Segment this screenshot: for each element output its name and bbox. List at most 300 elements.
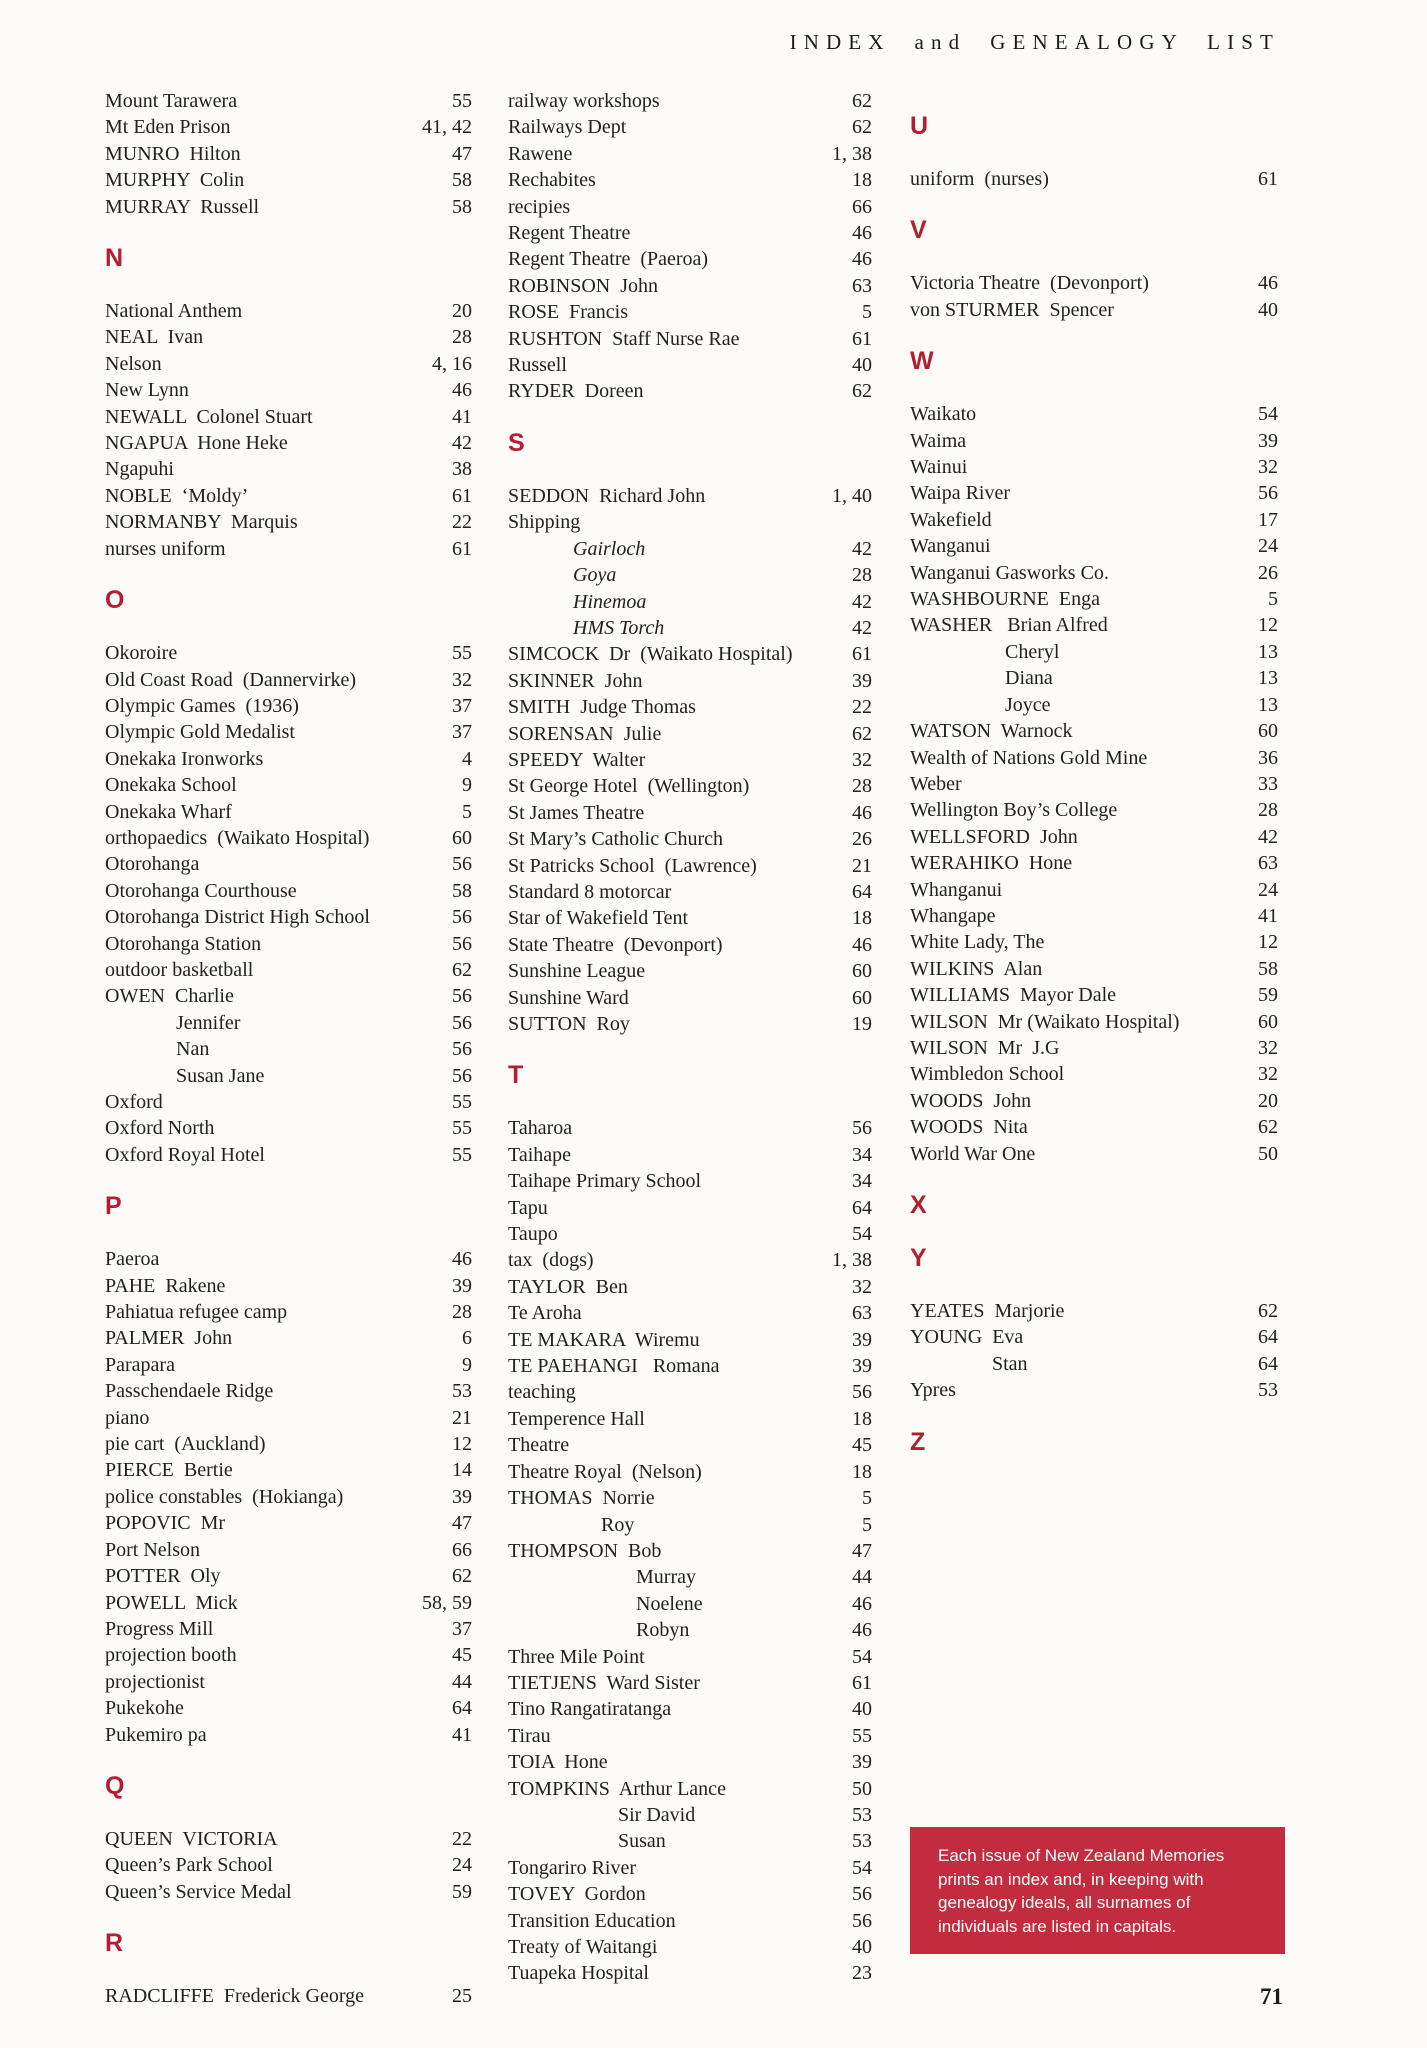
entry-pages: 22 bbox=[452, 1827, 472, 1850]
entry-label: St Patricks School (Lawrence) bbox=[508, 854, 757, 877]
entry-label: Onekaka School bbox=[105, 774, 237, 797]
entry-pages: 39 bbox=[1258, 429, 1278, 452]
index-entry bbox=[105, 983, 472, 1009]
entry-label: Victoria Theatre (Devonport) bbox=[910, 272, 1149, 295]
entry-label: Noelene bbox=[636, 1592, 703, 1615]
entry-label: TE PAEHANGI Romana bbox=[508, 1355, 720, 1378]
entry-label: Sunshine Ward bbox=[508, 986, 629, 1009]
index-entry bbox=[508, 1855, 872, 1881]
entry-label: Waima bbox=[910, 429, 967, 452]
index-entry bbox=[105, 1246, 472, 1272]
index-entry bbox=[105, 88, 472, 114]
entry-label: Goya bbox=[573, 564, 617, 587]
entry-pages: 41 bbox=[452, 1723, 472, 1746]
entry-pages: 60 bbox=[1258, 720, 1278, 743]
entry-pages: 46 bbox=[1258, 272, 1278, 295]
entry-label: nurses uniform bbox=[105, 537, 226, 560]
entry-label: WELLSFORD John bbox=[910, 825, 1078, 848]
entry-label: NGAPUA Hone Heke bbox=[105, 432, 288, 455]
section-letter-Y: Y bbox=[910, 1244, 927, 1272]
entry-pages: 28 bbox=[452, 1301, 472, 1324]
entry-label: RADCLIFFE Frederick George bbox=[105, 1985, 365, 2008]
entry-label: Mt Eden Prison bbox=[105, 116, 231, 139]
index-entry bbox=[910, 797, 1278, 823]
index-entry bbox=[105, 1879, 472, 1905]
entry-pages: 42 bbox=[852, 590, 872, 613]
entry-label: Rechabites bbox=[508, 169, 596, 192]
entry-pages: 61 bbox=[452, 537, 472, 560]
entry-label: Rawene bbox=[508, 142, 573, 165]
index-entry bbox=[910, 507, 1278, 533]
entry-pages: 32 bbox=[852, 1275, 872, 1298]
index-entry bbox=[910, 771, 1278, 797]
entry-pages: 5 bbox=[862, 1513, 872, 1536]
entry-label: tax (dogs) bbox=[508, 1249, 594, 1272]
index-entry bbox=[910, 1141, 1278, 1167]
entry-label: WILLIAMS Mayor Dale bbox=[910, 984, 1117, 1007]
entry-pages: 58 bbox=[452, 169, 472, 192]
entry-pages: 55 bbox=[452, 1117, 472, 1140]
entry-label: recipies bbox=[508, 195, 571, 218]
entry-pages: 32 bbox=[1258, 456, 1278, 479]
entry-label: National Anthem bbox=[105, 300, 243, 323]
entry-label: WASHBOURNE Enga bbox=[910, 588, 1100, 611]
index-entry bbox=[105, 1089, 472, 1115]
entry-label: TE MAKARA Wiremu bbox=[508, 1328, 700, 1351]
index-entry bbox=[508, 1406, 872, 1432]
index-entry bbox=[105, 825, 472, 851]
index-entry bbox=[105, 1669, 472, 1695]
entry-pages: 47 bbox=[452, 142, 472, 165]
index-entry bbox=[910, 639, 1278, 665]
entry-pages: 55 bbox=[452, 90, 472, 112]
index-entry bbox=[910, 270, 1278, 296]
entry-pages: 63 bbox=[852, 1302, 872, 1325]
entry-pages: 58, 59 bbox=[422, 1591, 472, 1614]
index-entry bbox=[105, 1273, 472, 1299]
index-entry bbox=[508, 721, 872, 747]
entry-pages: 64 bbox=[1258, 1352, 1278, 1375]
entry-pages: 46 bbox=[852, 1592, 872, 1615]
entry-label: Wainui bbox=[910, 456, 968, 479]
entry-label: Stan bbox=[992, 1352, 1028, 1375]
entry-pages: 21 bbox=[852, 854, 872, 877]
index-entry bbox=[105, 377, 472, 403]
entry-label: Regent Theatre (Paeroa) bbox=[508, 248, 709, 271]
index-entry bbox=[508, 1564, 872, 1590]
index-entry bbox=[105, 1484, 472, 1510]
entry-label: Whangape bbox=[910, 904, 996, 927]
index-entry bbox=[910, 718, 1278, 744]
index-entry bbox=[508, 1247, 872, 1273]
entry-label: THOMAS Norrie bbox=[508, 1487, 655, 1510]
entry-pages: 56 bbox=[452, 1011, 472, 1034]
entry-pages: 63 bbox=[1258, 852, 1278, 875]
entry-pages: 42 bbox=[1258, 825, 1278, 848]
entry-pages: 46 bbox=[452, 1248, 472, 1271]
entry-pages: 61 bbox=[852, 327, 872, 350]
entry-pages: 41, 42 bbox=[422, 116, 472, 139]
entry-pages: 4 bbox=[462, 747, 472, 770]
entry-pages: 20 bbox=[452, 300, 472, 323]
entry-pages: 61 bbox=[852, 1671, 872, 1694]
entry-pages: 19 bbox=[852, 1013, 872, 1035]
index-entry bbox=[910, 982, 1278, 1008]
entry-label: WILSON Mr (Waikato Hospital) bbox=[910, 1010, 1180, 1033]
index-entry bbox=[105, 1063, 472, 1089]
entry-pages: 56 bbox=[1258, 482, 1278, 505]
entry-pages: 22 bbox=[852, 696, 872, 719]
entry-label: HMS Torch bbox=[573, 616, 665, 639]
entry-label: Taihape Primary School bbox=[508, 1170, 701, 1193]
entry-pages: 32 bbox=[852, 748, 872, 771]
entry-label: Russell bbox=[508, 354, 567, 377]
entry-label: WOODS John bbox=[910, 1089, 1032, 1112]
entry-label: Tirau bbox=[508, 1724, 551, 1747]
index-entry bbox=[910, 1324, 1278, 1350]
index-entry bbox=[105, 351, 472, 377]
entry-label: Paeroa bbox=[105, 1248, 160, 1271]
entry-label: Olympic Gold Medalist bbox=[105, 721, 295, 744]
entry-pages: 37 bbox=[452, 1617, 472, 1640]
entry-label: PIERCE Bertie bbox=[105, 1459, 233, 1482]
entry-label: Otorohanga Courthouse bbox=[105, 879, 297, 902]
index-entry bbox=[508, 1115, 872, 1141]
entry-pages: 66 bbox=[852, 195, 872, 218]
entry-pages: 53 bbox=[1258, 1379, 1278, 1402]
entry-label: Diana bbox=[1005, 667, 1053, 690]
index-entry bbox=[508, 800, 872, 826]
index-entry bbox=[910, 665, 1278, 691]
index-entry bbox=[508, 1379, 872, 1405]
entry-pages: 62 bbox=[852, 90, 872, 112]
index-entry bbox=[105, 1616, 472, 1642]
index-entry bbox=[105, 1642, 472, 1668]
index-entry bbox=[105, 957, 472, 983]
entry-label: MUNRO Hilton bbox=[105, 142, 241, 165]
entry-label: orthopaedics (Waikato Hospital) bbox=[105, 826, 370, 849]
section-letter-Q: Q bbox=[105, 1771, 125, 1800]
entry-label: Theatre bbox=[508, 1434, 570, 1457]
entry-label: Theatre Royal (Nelson) bbox=[508, 1460, 702, 1483]
section-letter-T: T bbox=[508, 1061, 524, 1090]
entry-label: State Theatre (Devonport) bbox=[508, 933, 723, 956]
entry-label: WASHER Brian Alfred bbox=[910, 614, 1108, 637]
entry-label: railway workshops bbox=[508, 90, 660, 112]
index-entry bbox=[508, 1432, 872, 1458]
entry-label: PALMER John bbox=[105, 1327, 233, 1350]
index-entry bbox=[508, 1749, 872, 1775]
index-entry bbox=[105, 1983, 472, 2009]
index-entry bbox=[910, 1351, 1278, 1377]
entry-pages: 24 bbox=[1258, 535, 1278, 558]
entry-pages: 45 bbox=[852, 1434, 872, 1457]
entry-label: Oxford Royal Hotel bbox=[105, 1143, 265, 1166]
entry-pages: 40 bbox=[852, 354, 872, 377]
entry-label: Tongariro River bbox=[508, 1856, 637, 1879]
entry-label: St George Hotel (Wellington) bbox=[508, 775, 750, 798]
index-entry bbox=[508, 1011, 872, 1037]
entry-pages: 39 bbox=[852, 1751, 872, 1774]
index-entry bbox=[508, 985, 872, 1011]
section-letter-U: U bbox=[910, 112, 929, 140]
entry-pages: 33 bbox=[1258, 772, 1278, 795]
index-entry bbox=[105, 404, 472, 430]
index-entry bbox=[105, 878, 472, 904]
index-entry bbox=[508, 668, 872, 694]
entry-pages: 44 bbox=[452, 1670, 472, 1693]
entry-pages: 12 bbox=[452, 1433, 472, 1456]
entry-label: Passchendaele Ridge bbox=[105, 1380, 274, 1403]
index-entry bbox=[508, 747, 872, 773]
index-entry bbox=[508, 88, 872, 114]
entry-label: Treaty of Waitangi bbox=[508, 1936, 658, 1958]
entry-label: Wellington Boy’s College bbox=[910, 799, 1118, 822]
entry-pages: 60 bbox=[852, 960, 872, 983]
entry-label: Otorohanga bbox=[105, 853, 200, 876]
index-entry bbox=[105, 430, 472, 456]
entry-pages: 18 bbox=[852, 1460, 872, 1483]
entry-label: Tapu bbox=[508, 1196, 548, 1219]
entry-label: TAYLOR Ben bbox=[508, 1275, 628, 1298]
entry-pages: 4, 16 bbox=[432, 352, 472, 375]
entry-pages: 37 bbox=[452, 694, 472, 717]
entry-label: Whanganui bbox=[910, 878, 1003, 901]
entry-pages: 53 bbox=[852, 1830, 872, 1853]
index-entry bbox=[910, 1035, 1278, 1061]
entry-pages: 41 bbox=[452, 405, 472, 428]
entry-pages: 63 bbox=[852, 274, 872, 297]
entry-label: Wimbledon School bbox=[910, 1063, 1065, 1086]
entry-label: Roy bbox=[601, 1513, 635, 1536]
entry-pages: 46 bbox=[852, 933, 872, 956]
index-entry bbox=[910, 480, 1278, 506]
entry-pages: 62 bbox=[852, 116, 872, 139]
entry-pages: 24 bbox=[1258, 878, 1278, 901]
index-entry bbox=[910, 824, 1278, 850]
entry-label: NOBLE ‘Moldy’ bbox=[105, 484, 249, 507]
entry-label: TOIA Hone bbox=[508, 1751, 608, 1774]
index-entry bbox=[508, 879, 872, 905]
entry-pages: 46 bbox=[452, 379, 472, 402]
entry-pages: 42 bbox=[852, 537, 872, 560]
index-entry bbox=[910, 850, 1278, 876]
index-entry bbox=[508, 509, 872, 535]
entry-pages: 40 bbox=[852, 1698, 872, 1721]
index-entry bbox=[508, 246, 872, 272]
index-entry bbox=[105, 1537, 472, 1563]
entry-pages: 20 bbox=[1258, 1089, 1278, 1112]
entry-label: Jennifer bbox=[176, 1011, 241, 1034]
entry-label: New Lynn bbox=[105, 379, 189, 402]
entry-pages: 58 bbox=[452, 879, 472, 902]
entry-pages: 54 bbox=[852, 1223, 872, 1246]
entry-pages: 62 bbox=[1258, 1116, 1278, 1139]
entry-label: Olympic Games (1936) bbox=[105, 694, 299, 717]
index-entry bbox=[508, 1353, 872, 1379]
entry-label: SIMCOCK Dr (Waikato Hospital) bbox=[508, 643, 793, 666]
index-entry bbox=[105, 746, 472, 772]
entry-pages: 62 bbox=[852, 722, 872, 745]
index-entry bbox=[508, 905, 872, 931]
index-entry bbox=[508, 1300, 872, 1326]
entry-label: uniform (nurses) bbox=[910, 168, 1049, 190]
entry-pages: 5 bbox=[862, 1487, 872, 1510]
index-entry bbox=[508, 1327, 872, 1353]
entry-pages: 28 bbox=[852, 564, 872, 587]
entry-pages: 58 bbox=[1258, 957, 1278, 980]
entry-label: SKINNER John bbox=[508, 669, 643, 692]
entry-pages: 55 bbox=[452, 1091, 472, 1113]
section-letter-S: S bbox=[508, 428, 525, 457]
index-entry bbox=[508, 1538, 872, 1564]
entry-label: Progress Mill bbox=[105, 1617, 214, 1640]
index-entry bbox=[508, 562, 872, 588]
entry-pages: 56 bbox=[452, 932, 472, 955]
entry-pages: 66 bbox=[452, 1538, 472, 1561]
entry-label: Robyn bbox=[636, 1619, 690, 1642]
entry-label: von STURMER Spencer bbox=[910, 298, 1114, 321]
entry-label: Old Coast Road (Dannervirke) bbox=[105, 668, 357, 691]
index-entry bbox=[508, 958, 872, 984]
index-entry bbox=[508, 1696, 872, 1722]
entry-label: Weber bbox=[910, 772, 962, 795]
entry-label: ROSE Francis bbox=[508, 301, 628, 324]
entry-pages: 12 bbox=[1258, 614, 1278, 637]
entry-pages: 13 bbox=[1258, 640, 1278, 663]
index-entry bbox=[910, 297, 1278, 323]
entry-label: Oxford North bbox=[105, 1117, 215, 1140]
entry-pages: 64 bbox=[852, 880, 872, 903]
entry-label: WERAHIKO Hone bbox=[910, 852, 1073, 875]
index-entry bbox=[105, 1457, 472, 1483]
index-entry bbox=[910, 454, 1278, 480]
entry-pages: 46 bbox=[852, 1619, 872, 1642]
index-entry bbox=[105, 1826, 472, 1852]
entry-label: World War One bbox=[910, 1142, 1036, 1165]
index-entry bbox=[910, 1298, 1278, 1324]
entry-pages: 56 bbox=[452, 1038, 472, 1061]
entry-label: NEAL Ivan bbox=[105, 326, 204, 349]
index-entry bbox=[910, 1088, 1278, 1114]
index-entry bbox=[508, 694, 872, 720]
entry-label: Temperence Hall bbox=[508, 1407, 645, 1430]
entry-label: outdoor basketball bbox=[105, 958, 254, 981]
index-entry bbox=[508, 853, 872, 879]
entry-pages: 53 bbox=[452, 1380, 472, 1403]
index-entry bbox=[910, 956, 1278, 982]
entry-label: teaching bbox=[508, 1381, 576, 1404]
entry-label: Oxford bbox=[105, 1091, 163, 1113]
entry-label: Taihape bbox=[508, 1143, 572, 1166]
entry-label: TOVEY Gordon bbox=[508, 1883, 646, 1906]
entry-pages: 61 bbox=[452, 484, 472, 507]
section-letter-O: O bbox=[105, 586, 125, 615]
section-letter-V: V bbox=[910, 216, 927, 245]
entry-pages: 46 bbox=[852, 222, 872, 245]
entry-pages: 26 bbox=[1258, 561, 1278, 584]
index-entry bbox=[508, 299, 872, 325]
index-entry bbox=[105, 851, 472, 877]
entry-label: Waipa River bbox=[910, 482, 1011, 505]
index-entry bbox=[105, 1405, 472, 1431]
entry-label: WILKINS Alan bbox=[910, 957, 1043, 980]
index-column-2 bbox=[508, 88, 872, 1987]
entry-pages: 45 bbox=[452, 1644, 472, 1667]
index-entry bbox=[105, 1378, 472, 1404]
entry-pages: 40 bbox=[1258, 298, 1278, 321]
index-entry bbox=[105, 667, 472, 693]
entry-label: Onekaka Wharf bbox=[105, 800, 232, 823]
entry-label: Taupo bbox=[508, 1223, 558, 1246]
entry-pages: 34 bbox=[852, 1170, 872, 1193]
index-entry bbox=[508, 1670, 872, 1696]
entry-pages: 24 bbox=[452, 1854, 472, 1877]
section-letter-W: W bbox=[910, 347, 934, 376]
index-entry bbox=[105, 1852, 472, 1878]
entry-label: Pahiatua refugee camp bbox=[105, 1301, 288, 1324]
entry-label: TOMPKINS Arthur Lance bbox=[508, 1777, 726, 1800]
entry-label: POTTER Oly bbox=[105, 1565, 221, 1588]
index-entry bbox=[508, 1195, 872, 1221]
index-entry bbox=[910, 1061, 1278, 1087]
entry-label: YOUNG Eva bbox=[910, 1326, 1024, 1349]
index-entry bbox=[105, 194, 472, 220]
entry-pages: 56 bbox=[852, 1883, 872, 1906]
entry-label: SEDDON Richard John bbox=[508, 484, 706, 507]
entry-label: Murray bbox=[636, 1566, 696, 1589]
section-letter-X: X bbox=[910, 1191, 927, 1219]
entry-pages: 18 bbox=[852, 907, 872, 930]
entry-pages: 1, 38 bbox=[832, 1249, 872, 1272]
entry-pages: 5 bbox=[1268, 588, 1278, 611]
index-entry bbox=[105, 167, 472, 193]
genealogy-note-text: Each issue of New Zealand Memories prints an index and, in keeping with genealogy ideals, all surnames of individuals are listed in capitals. bbox=[938, 1846, 1225, 1936]
entry-label: Te Aroha bbox=[508, 1302, 582, 1325]
index-entry bbox=[910, 533, 1278, 559]
index-entry bbox=[105, 1510, 472, 1536]
entry-label: Wakefield bbox=[910, 508, 992, 531]
entry-pages: 39 bbox=[452, 1485, 472, 1508]
entry-label: Hinemoa bbox=[573, 590, 647, 613]
entry-pages: 60 bbox=[852, 986, 872, 1009]
index-column-1 bbox=[105, 88, 472, 2010]
entry-label: projectionist bbox=[105, 1670, 205, 1693]
index-entry bbox=[508, 1221, 872, 1247]
entry-label: Tuapeka Hospital bbox=[508, 1962, 649, 1985]
entry-pages: 39 bbox=[852, 1355, 872, 1378]
entry-pages: 37 bbox=[452, 721, 472, 744]
entry-label: Pukemiro pa bbox=[105, 1723, 207, 1746]
entry-pages: 62 bbox=[1258, 1300, 1278, 1322]
index-entry bbox=[910, 1114, 1278, 1140]
entry-label: White Lady, The bbox=[910, 931, 1045, 954]
index-entry bbox=[105, 456, 472, 482]
entry-label: police constables (Hokianga) bbox=[105, 1485, 344, 1508]
page-title: INDEX and GENEALOGY LIST bbox=[789, 30, 1280, 54]
entry-label: Railways Dept bbox=[508, 116, 627, 139]
index-entry bbox=[105, 298, 472, 324]
index-entry bbox=[508, 1802, 872, 1828]
index-entry bbox=[910, 612, 1278, 638]
index-entry bbox=[105, 1299, 472, 1325]
index-entry bbox=[105, 719, 472, 745]
entry-label: Otorohanga Station bbox=[105, 932, 262, 955]
index-entry bbox=[910, 1377, 1278, 1403]
entry-label: Parapara bbox=[105, 1353, 175, 1376]
entry-pages: 56 bbox=[452, 906, 472, 929]
index-entry bbox=[105, 1431, 472, 1457]
